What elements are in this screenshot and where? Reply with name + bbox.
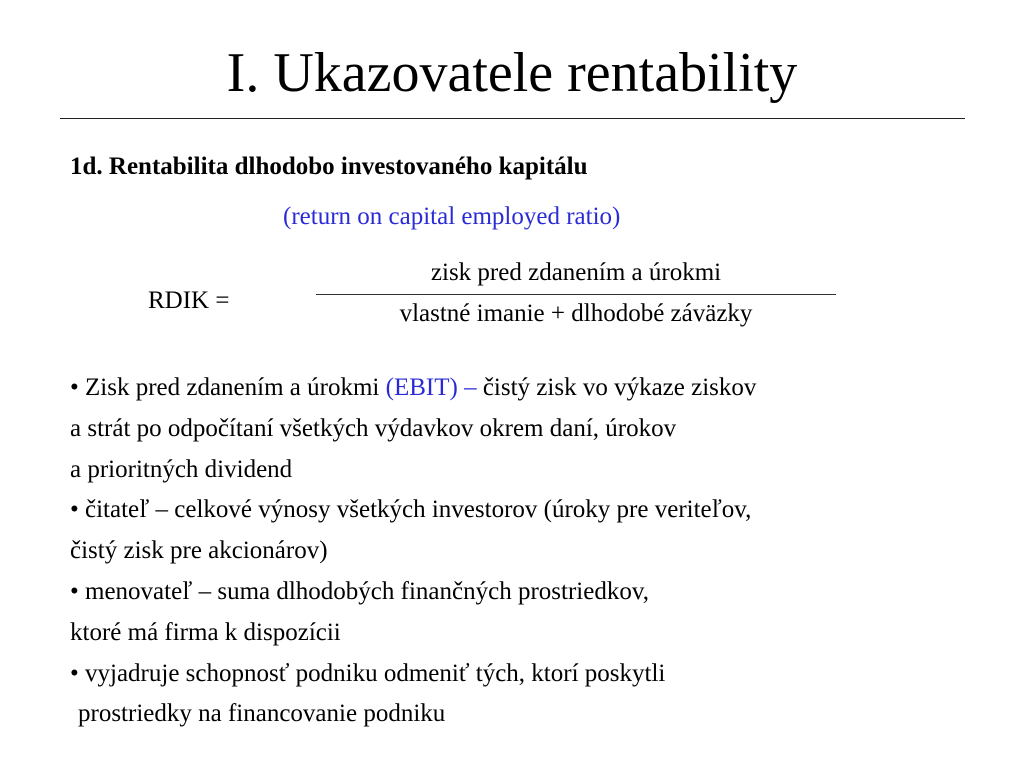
fraction-bar (316, 294, 836, 295)
bullet-denominator-line2: ktoré má firma k dispozícii (70, 618, 341, 646)
formula-lhs: RDIK = (148, 287, 230, 314)
slide-title: I. Ukazovatele rentability (226, 42, 798, 104)
bullet-denominator-line1: • menovateľ – suma dlhodobých finančných prostriedkov, (70, 577, 649, 605)
bullet-ebit-text-a: • Zisk pred zdanením a úrokmi (70, 374, 386, 401)
bullet-list (70, 368, 1015, 735)
section-heading: 1d. Rentabilita dlhodobo investovaného kapitálu (70, 153, 588, 180)
bullet-ebit-text-b: čistý zisk vo výkaze ziskov (476, 374, 757, 401)
formula-fraction (316, 256, 836, 331)
bullet-ebit-line2: a strát po odpočítaní všetkých výdavkov okrem daní, úrokov (70, 414, 677, 442)
bullet-numerator-line2: čistý zisk pre akcionárov) (70, 537, 328, 565)
bullet-numerator-line1: • čitateľ – celkové výnosy všetkých investorov (úroky pre veriteľov, (70, 496, 752, 524)
bullet-meaning-line1: • vyjadruje schopnosť podniku odmeniť tých, ktorí poskytli (70, 659, 666, 687)
title-divider (60, 118, 965, 119)
bullet-meaning-line2: prostriedky na financovanie podniku (78, 700, 446, 728)
formula-numerator: zisk pred zdanením a úrokmi (430, 259, 722, 286)
formula-denominator: vlastné imanie + dlhodobé záväzky (399, 300, 753, 327)
bullet-ebit-line3: a prioritných dividend (70, 455, 293, 483)
ebit-label: (EBIT) – (385, 374, 477, 401)
section-heading-english: (return on capital employed ratio) (283, 203, 621, 230)
bullet-ebit-line1 (70, 368, 1015, 409)
